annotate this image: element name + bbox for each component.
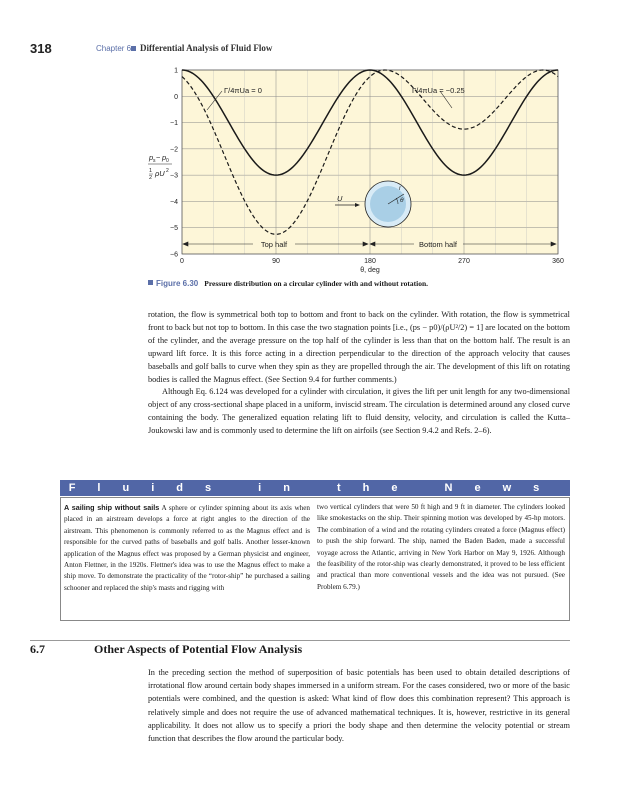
y-tick-label: −2 bbox=[170, 146, 178, 154]
figure-caption bbox=[148, 279, 428, 288]
section-text: In the preceding section the method of superposition of basic potentials has been used to obtain detailed descriptions of irrotational flow around certain body shapes immersed in a uniform stream. For the cases considered, two or more of the basic potentials were combined, and the question is asked: What kind of flow does this combination represent? This approach is relatively simple and does not require the use of advanced mathematical techniques. It is, however, restrictive in its general applicability. It does not allow us to specify a priori the body shape and then determine the velocity potential or stream function that describes the flow around the particular body. bbox=[148, 668, 570, 744]
x-tick-label: 180 bbox=[364, 258, 376, 265]
y-tick-label: −3 bbox=[170, 172, 178, 180]
news-title: Fluids in the News bbox=[68, 482, 562, 494]
x-tick-label: 90 bbox=[272, 258, 280, 265]
x-tick-label: 270 bbox=[458, 258, 470, 265]
pressure-distribution-chart bbox=[0, 0, 624, 280]
y-tick-label: −5 bbox=[170, 225, 178, 233]
svg-text:0: 0 bbox=[166, 158, 169, 164]
theta-label: θ bbox=[400, 197, 404, 204]
chapter-label: Chapter 6 bbox=[96, 44, 132, 53]
figure-caption-text: Pressure distribution on a circular cylinder with and without rotation. bbox=[204, 279, 429, 288]
y-tick-label: −1 bbox=[170, 120, 178, 128]
x-tick-label: 0 bbox=[180, 258, 184, 265]
paragraph-1: rotation, the flow is symmetrical both top to bottom and front to back on the cylinder. With rotation, the flow is symmetrical front to back but not top to bottom. In this case the two stagnation points [i.e., (ps − p0)/(ρU²/2) = 1] are located on the bottom of the cylinder, and the average pressure on the top half of the cylinder is less than that on the bottom half. The result is an upward lift force. It is this force acting in a direction perpendicular to the direction of the approach velocity that causes baseballs and golf balls to curve when they spin as they are propelled through the air. The development of this lift on rotating bodies is called the Magnus effect. (See Section 9.4 for further comments.) bbox=[148, 310, 570, 384]
caption-square-icon bbox=[148, 280, 153, 285]
svg-text:s: s bbox=[153, 158, 156, 164]
svg-text:2: 2 bbox=[149, 175, 153, 181]
news-column-1 bbox=[64, 502, 310, 594]
chapter-title: Differential Analysis of Fluid Flow bbox=[140, 43, 273, 53]
svg-text:p: p bbox=[162, 153, 167, 162]
news-column-2: two vertical cylinders that were 50 ft high and 9 ft in diameter. The cylinders looked like smokestacks on the ship. Their spinning motion was developed by 45-hp motors. The combination of a wind and the rotating cylinders created a force (Magnus effect) to push the ship forward. The ship, named the Baden Baden, made a successful voyage across the Atlantic, arriving in New York Harbor on May 9, 1926. Although the feasibility of the rotor-ship was clearly demonstrated, it proved to be less efficient and practical than more conventional vessels and the idea was not pursued. (See Problem 6.79.) bbox=[317, 503, 565, 591]
figure-label: Figure 6.30 bbox=[156, 279, 199, 288]
svg-text:p: p bbox=[149, 153, 154, 162]
y-tick-label: 0 bbox=[174, 93, 178, 101]
news-col1-text: A sphere or cylinder spinning about its axis when placed in an airstream develops a force at right angles to the direction of the airstream. This phenomenon is commonly referred to as the Magnus effect and is responsible for the curved paths of baseballs and golf balls. Another lesser-known application of the Magnus effect was proposed by a German physicist and engineer, Anton Flettner, in the 1920s. Flettner's idea was to use the Magnus effect to make a ship move. To demonstrate the practicality of the “rotor-ship” he purchased a sailing schooner and replaced the ship's masts and rigging with bbox=[64, 504, 311, 592]
section-rule bbox=[30, 640, 570, 641]
svg-text:1: 1 bbox=[149, 168, 153, 174]
chart-ticks bbox=[170, 68, 564, 266]
x-tick-label: 360 bbox=[552, 258, 564, 265]
y-tick-label: −4 bbox=[170, 198, 178, 206]
section-title: Other Aspects of Potential Flow Analysis bbox=[94, 642, 303, 656]
svg-text:ρU: ρU bbox=[155, 169, 165, 178]
series-label-with-circulation: Γ/4πUa = −0.25 bbox=[412, 86, 465, 95]
velocity-label: U bbox=[337, 194, 343, 203]
bottom-half-label: Bottom half bbox=[419, 240, 457, 249]
svg-text:2: 2 bbox=[166, 168, 169, 174]
series-label-no-circulation: Γ/4πUa = 0 bbox=[224, 86, 262, 95]
radius-label: r bbox=[399, 186, 401, 192]
y-tick-label: −6 bbox=[170, 251, 178, 259]
top-half-label: Top half bbox=[260, 240, 288, 249]
chart-grid bbox=[182, 70, 558, 254]
y-tick-label: 1 bbox=[174, 67, 178, 75]
svg-text:−: − bbox=[156, 153, 161, 162]
y-axis-label bbox=[148, 153, 172, 181]
body-text bbox=[148, 309, 570, 438]
news-headline: A sailing ship without sails bbox=[64, 503, 160, 512]
bottom-half-arrow bbox=[370, 242, 556, 246]
x-axis-label: θ, deg bbox=[360, 267, 380, 274]
page-number: 318 bbox=[30, 41, 52, 56]
section-number: 6.7 bbox=[30, 642, 45, 656]
paragraph-2: Although Eq. 6.124 was developed for a cylinder with circulation, it gives the lift per unit length for any two-dimensional object of any cross-sectional shape placed in a uniform, inviscid stream. The circulation is determined around any closed curve containing the body. The generalized equation relating lift to fluid density, velocity, and circulation is called the Kutta–Joukowski law and is commonly used to determine the lift on airfoils (see Section 9.4.2 and Refs. 2–6). bbox=[148, 387, 570, 436]
